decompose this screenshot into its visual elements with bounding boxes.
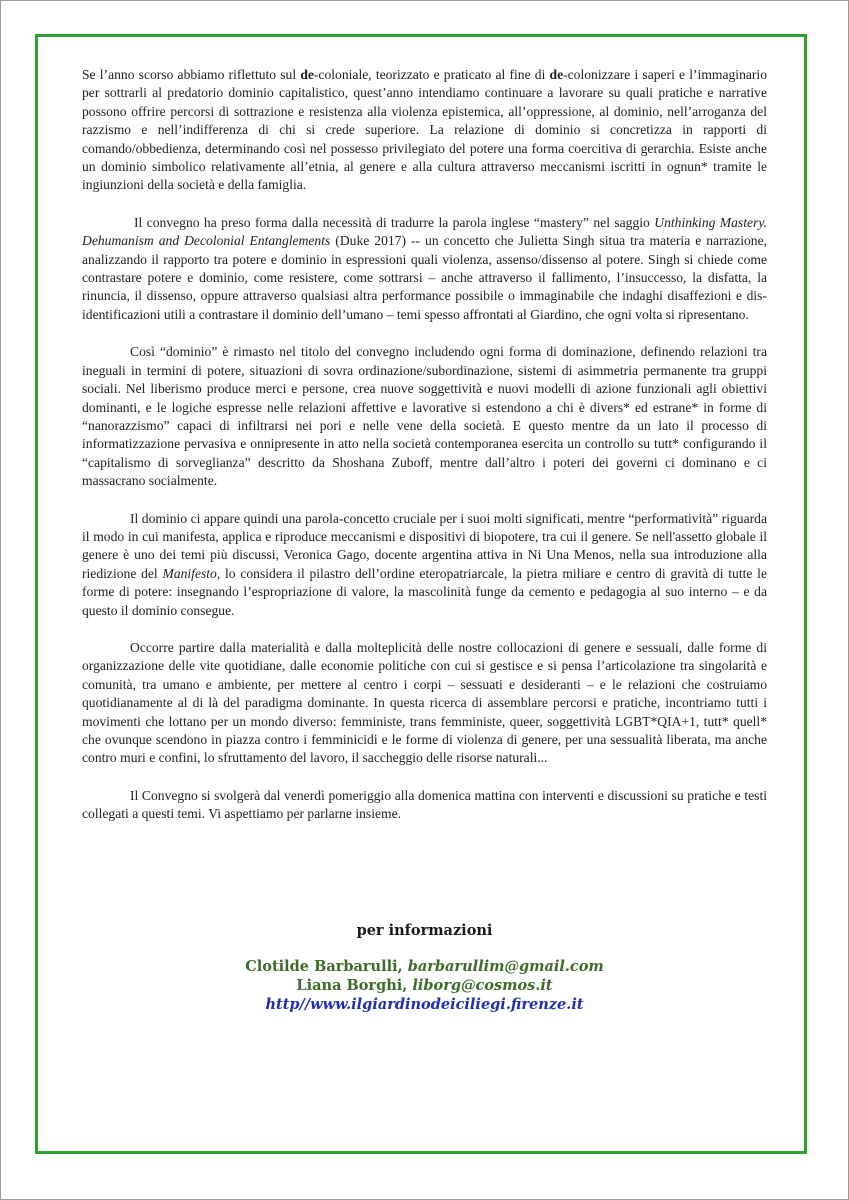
manifesto-title: Manifesto,	[162, 565, 221, 581]
email-link-2[interactable]: liborg@cosmos.it	[412, 977, 553, 994]
info-heading: per informazioni	[356, 922, 493, 939]
paragraph-1: Se l’anno scorso abbiamo riflettuto sul de-coloniale, teorizzato e praticato al fine di de-colonizzare i saperi e l’immaginario per sottrarli al predatorio dominio capitalistico, quest’anno intendiamo continuare a lavorare su quali pratiche e narrative possono offrire percorsi di sottrazione e resistenza alla violenza epistemica, all’oppressione, al dominio, nell’arroganza del razzismo e nell’indifferenza di chi si crede superiore. La relazione di dominio si concretizza in rapporti di comando/obbedienza, determinando così nel possesso privilegiato del potere una forma coercitiva di gerarchia. Esiste anche un dominio simbolico relativamente all’etnia, al genere e alla cultura attraverso meccanismi iscritti in ognun* tramite le ingiunzioni della società e della famiglia.	[82, 67, 767, 193]
website-link[interactable]: http//www.ilgiardinodeiciliegi.firenze.it	[265, 996, 584, 1013]
contact-line-2: Liana Borghi, liborg@cosmos.it	[296, 977, 553, 994]
paragraph-5: Occorre partire dalla materialità e dalla molteplicità delle nostre collocazioni di genere e sessuali, dalle forme di organizzazione delle vite quotidiane, dalle economie politiche con cui si gestisce e si pensa l’articolazione tra singolarità e comunità, tra umano e ambiente, per mettere al centro i corpi – sessuati e desideranti – e le relazioni che costruiamo quotidianamente al di là del paradigma dominante. In questa ricerca di assemblare percorsi e pratiche, incontriamo tutti i movimenti che lottano per un mondo diverso: femministe, trans femministe, queer, soggettività LGBT*QIA+1, tutt* quell* che ovunque scendono in piazza contro i femminicidi e le forme di violenza di genere, per una sessualità liberata, ma anche contro muri e confini, lo sfruttamento del lavoro, il saccheggio delle risorse naturali...	[82, 639, 767, 766]
paragraph-2: Il convegno ha preso forma dalla necessità di tradurre la parola inglese “mastery” nel saggio Unthinking Mastery. Dehumanism and Decolonial Entanglements (Duke 2017) -- un concetto che Julietta Singh situa tra materia e narrazione, analizzando il rapporto tra potere e dominio in espressioni quali violenza, assenso/dissenso al potere. Singh si chiede come contrastare potere e dominio, come resistere, come sottrarsi – anche attraverso il fallimento, l’insuccesso, la disfatta, la rinuncia, il dissenso, oppure attraverso qualsiasi altra performance possibile o immaginabile che indaghi disaffezioni e dis-identificazioni utili a contrastare il dominio dell’umano – temi spesso affrontati al Giardino, che ogni volta si ripresentano.	[82, 214, 767, 322]
book-title: Unthinking Mastery. Dehumanism and Decolonial Entanglements	[82, 214, 767, 249]
contact-line-1: Clotilde Barbarulli, barbarullim@gmail.com	[245, 958, 604, 975]
paragraph-3: Così “dominio” è rimasto nel titolo del convegno includendo ogni forma di dominazione, definendo relazioni tra ineguali in termini di potere, situazioni di sovra ordinazione/subordinazione, sistemi di asimmetria permanente tra gruppi sociali. Nel liberismo produce merci e persone, crea nuove soggettività e nuovi modelli di azione funzionali agli obiettivi dominanti, e le logiche espresse nelle relazioni affettive e lavorative si estendono a chi è divers* ed estrane* in forme di “nanorazzismo” capaci di infiltrarsi nei pori e nelle vene della società. E questo mentre da un lato il processo di informatizzazione pervasiva e onnipresente in atto nella società contemporanea esercita un controllo su tutt* configurando il “capitalismo di sorveglianza” descritto da Shoshana Zuboff, mentre dall’altro i poteri dei governi ci dominano e ci massacrano socialmente.	[82, 344, 767, 489]
paragraph-6: Il Convegno si svolgerà dal venerdì pomeriggio alla domenica mattina con interventi e discussioni su pratiche e testi collegati a questi temi. Vi aspettiamo per parlarne insieme.	[82, 787, 767, 822]
email-link-1[interactable]: barbarullim@gmail.com	[407, 958, 604, 975]
document-body	[82, 66, 767, 824]
contact-info	[82, 922, 767, 1014]
paragraph-4: Il dominio ci appare quindi una parola-concetto cruciale per i suoi molti significati, mentre “performatività” riguarda il modo in cui manifesta, applica e riproduce meccanismi e dispositivi di biopotere, tra cui il genere. Se nell'assetto globale il genere è uno dei temi più discussi, Veronica Gago, docente argentina attiva in Ni Una Menos, nella sua introduzione alla riedizione del Manifesto, lo considera il pilastro dell’ordine eteropatriarcale, la pietra miliare e centro di gravità di tutte le forme di potere: insegnando l’espropriazione di valore, la mascolinità funge da cemento e pedagogia al suo interno – e da questo il dominio consegue.	[82, 510, 767, 618]
